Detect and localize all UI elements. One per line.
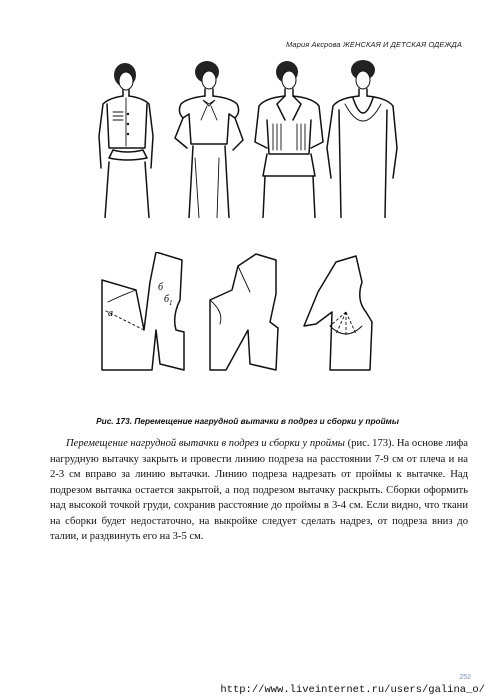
figure-4-illustration [327,60,397,218]
figure-3-illustration [255,61,323,218]
paragraph-lead: Перемещение нагрудной вытачки в подрез и сборки у проймы [66,438,345,449]
figure-caption: Рис. 173. Перемещение нагрудной вытачки в подрез и сборки у проймы [96,416,399,426]
pattern-draft-3 [304,256,372,370]
figure-reference: (рис. 173). [344,438,397,449]
paragraph-body: На основе лифа нагрудную вытачку закрыть и провести линию подреза на расстоянии 7-9 см от плеча и на 2-3 см вправо за линию вытачки. Линию подреза надрезать от проймы к вытачке. Над подрезом вытачка остается закрытой, а под подрезом вытачку раскрыть. Сборки оформить над высокой точкой груди, сохранив расстояние до проймы в 3-4 см. Если видно, что ткани на сборки будет недостаточно, на выкройке следует сделать надрез, от подреза вниз до талии, и раздвинуть его на 3-5 см. [50,438,468,542]
source-url-link[interactable]: http://www.liveinternet.ru/users/galina_o/ [220,684,485,696]
figure-2-illustration [175,61,243,218]
pattern-drafts [100,252,400,400]
pattern-draft-2 [210,254,278,370]
label-delta1: $б_1$ [164,294,173,307]
pattern-draft-1 [102,252,184,370]
label-a: а [108,308,113,319]
fashion-illustrations [95,58,400,218]
figure-1-illustration [99,63,153,218]
running-header: Мария Аксрова ЖЕНСКАЯ И ДЕТСКАЯ ОДЕЖДА [286,40,462,49]
page-number: 252 [459,674,471,681]
body-paragraph [50,436,468,545]
label-delta: б [158,282,164,293]
